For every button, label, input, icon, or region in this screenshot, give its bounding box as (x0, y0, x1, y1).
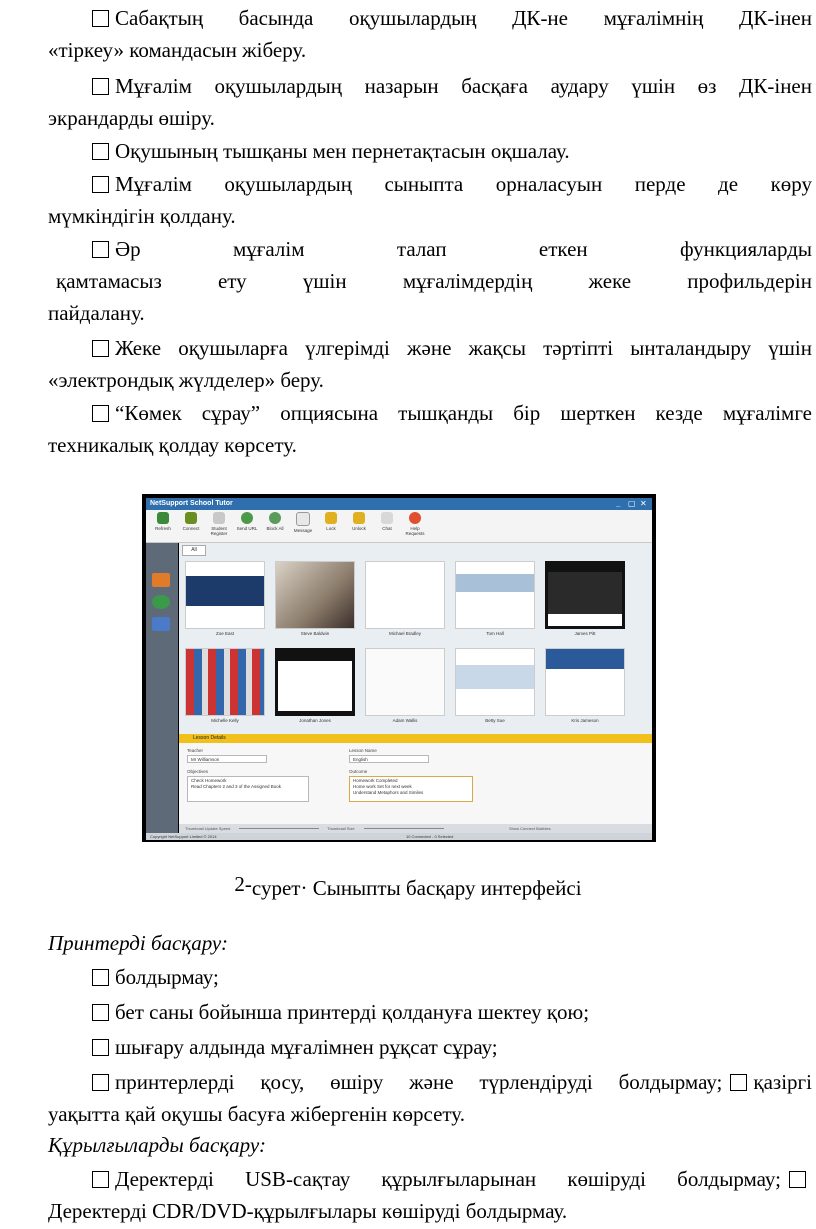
devices-heading: Құрылғыларды басқару: (48, 1133, 266, 1157)
printer-item-4-text: принтерлерді қосу, өшіру және түрлендіруді болдырмау; (115, 1070, 723, 1094)
tutor-footer (146, 833, 652, 840)
copyright-text: Copyright NetSupport Limited © 2014 (150, 834, 217, 839)
refresh-button (149, 512, 177, 531)
student-thumbnail (365, 648, 445, 726)
paragraph-2-line (48, 70, 812, 102)
checkbox-bullet-icon (92, 1004, 109, 1021)
printer-item-1-text: болдырмау; (115, 965, 219, 989)
paragraph-2 (48, 70, 812, 134)
paragraph-1-cont: «тіркеу» командасын жіберу. (48, 38, 307, 62)
paragraph-4-line (48, 168, 812, 200)
connect-label: Connect (182, 526, 200, 531)
refresh-icon (157, 512, 169, 524)
chat-button (373, 512, 401, 531)
window-title: NetSupport School Tutor (150, 500, 233, 507)
student-register-button (205, 512, 233, 536)
paragraph-4-cont: мүмкіндігін қолдану. (48, 204, 236, 228)
printer-item-3-text: шығару алдында мұғалімнен рұқсат сұрау; (115, 1035, 498, 1059)
classroom-icon (152, 573, 170, 587)
paragraph-2-cont: экрандарды өшіру. (48, 106, 215, 130)
device-item-1-line (48, 1163, 812, 1195)
student-thumbnail (455, 648, 535, 726)
paragraph-7 (48, 397, 812, 461)
send-url-button (233, 512, 261, 531)
student-name: Betty Sue (485, 718, 505, 723)
connect-button (177, 512, 205, 531)
checkbox-bullet-icon (92, 10, 109, 27)
student-thumbnail-grid (179, 543, 652, 734)
paragraph-5-text: Әр мұғалім талап еткен функцияларды (115, 237, 812, 261)
thumbnail-screen (275, 561, 355, 629)
thumbnail-screen (545, 561, 625, 629)
thumbnail-speed-label: Thumbnail Update Speed (185, 826, 231, 831)
paragraph-2-text: Мұғалім оқушылардың назарын басқаға аудару үшін өз ДК-інен (115, 74, 812, 98)
printer-item-3 (48, 1031, 812, 1063)
student-thumbnail (185, 648, 265, 726)
checkbox-bullet-icon (92, 405, 109, 422)
paragraph-1 (48, 2, 812, 66)
lifebuoy-icon (409, 512, 421, 524)
close-icon: ✕ (640, 499, 647, 508)
speed-slider (239, 828, 319, 829)
paragraph-5-mid: қамтамасыз ету үшін мұғалімдердің жеке профильдерін (56, 269, 812, 293)
size-slider (364, 828, 444, 829)
message-icon (296, 512, 310, 526)
objectives-label: Objectives (187, 769, 209, 774)
checkbox-bullet-icon (92, 176, 109, 193)
printer-item-3-line (48, 1031, 812, 1063)
checkbox-bullet-icon (92, 143, 109, 160)
teacher-field: Mr Williamson (187, 755, 267, 763)
thumbnail-screen (365, 561, 445, 629)
device-item-2-text: Деректерді CDR/DVD-құрылғылары көшіруді болдырмау. (48, 1199, 568, 1223)
device-item-1 (48, 1163, 812, 1227)
send-url-label: Send URL (236, 526, 258, 531)
paragraph-3 (48, 135, 812, 167)
web-icon (152, 595, 170, 609)
student-thumbnail (455, 561, 535, 639)
connection-count: 10 Connected - 0 Selected (406, 834, 454, 839)
globe-icon (241, 512, 253, 524)
printer-item-4 (48, 1066, 812, 1130)
paragraph-6-cont: «электрондық жүлделер» беру. (48, 368, 324, 392)
thumbnail-screen (365, 648, 445, 716)
unlock-icon (353, 512, 365, 524)
student-register-label: Student Register (210, 526, 228, 536)
paragraph-1-line (48, 2, 812, 34)
lock-label: Lock (326, 526, 336, 531)
block-all-label: Block All (266, 526, 284, 531)
lesson-name-field: English (349, 755, 429, 763)
outcome-field: Homework Completed Home work Set for next week Understand Metaphors and Similes (349, 776, 473, 802)
block-globe-icon (269, 512, 281, 524)
caption-number: 2- (234, 872, 252, 896)
student-thumbnail (365, 561, 445, 639)
student-name: Steve Baldwin (300, 631, 330, 636)
checkbox-bullet-icon (92, 1039, 109, 1056)
help-requests-label: Help Requests (405, 526, 425, 536)
paragraph-3-text: Оқушының тышқаны мен пернетақтасын оқшалау. (115, 139, 570, 163)
paragraph-4 (48, 168, 812, 232)
tab-all: All (182, 545, 206, 556)
thumbnail-settings-bar (179, 824, 652, 833)
outcome-label: Outcome (349, 769, 368, 774)
printer-item-2-text: бет саны бойынша принтерді қолдануға шектеу қою; (115, 1000, 590, 1024)
checkbox-bullet-icon (92, 78, 109, 95)
thumbnail-screen (455, 561, 535, 629)
checkbox-bullet-icon (92, 1171, 109, 1188)
student-thumbnail (545, 561, 625, 639)
tutor-sidebar (146, 543, 178, 833)
printer-item-2 (48, 996, 812, 1028)
checkbox-bullet-icon (92, 241, 109, 258)
paragraph-6-text: Жеке оқушыларға үлгерімді және жақсы тәртіпті ынталандыру үшін (115, 336, 812, 360)
printer-item-5-cont: уақытта қай оқушы басуға жібергенін көрсету. (48, 1102, 465, 1126)
paragraph-7-line (48, 397, 812, 429)
block-all-button (261, 512, 289, 531)
apps-icon (152, 617, 170, 631)
paragraph-6-line (48, 332, 812, 364)
unlock-label: Unlock (352, 526, 366, 531)
student-name: Adam Wallis (392, 718, 418, 723)
figure-screenshot (142, 494, 656, 842)
tutor-toolbar (146, 510, 652, 543)
student-thumbnail (275, 648, 355, 726)
printers-heading: Принтерді басқару: (48, 931, 228, 955)
caption-text: сурет· Сыныпты басқару интерфейсі (251, 876, 582, 900)
help-requests-button (401, 512, 429, 536)
checkbox-bullet-icon (730, 1074, 747, 1091)
lock-button (317, 512, 345, 531)
refresh-label: Refresh (155, 526, 171, 531)
student-name: Tom Hall (486, 631, 504, 636)
paragraph-7-text: “Көмек сұрау” опциясына тышқанды бір шерткен кезде мұғалімге (115, 401, 812, 425)
thumbnail-screen (545, 648, 625, 716)
paragraph-4-text: Мұғалім оқушылардың сыныпта орналасуын перде де көру (115, 172, 812, 196)
window-titlebar (146, 498, 652, 510)
lesson-details-panel (179, 734, 652, 824)
student-name: James Pitt (574, 631, 596, 636)
thumbnail-size-label: Thumbnail Size (327, 826, 355, 831)
checkbox-bullet-icon (92, 969, 109, 986)
checkbox-bullet-icon (92, 340, 109, 357)
figure-caption (0, 872, 816, 901)
student-name: Michael Bradley (388, 631, 421, 636)
paragraph-5-cont: пайдалану. (48, 301, 145, 325)
minimize-icon: _ (616, 499, 621, 508)
chat-label: Chat (382, 526, 392, 531)
thumbnail-screen (185, 648, 265, 716)
paragraph-1-text: Сабақтың басында оқушылардың ДК-не мұғалімнің ДК-інен (115, 6, 812, 30)
student-name: Zoe East (215, 631, 234, 636)
connect-bubbles-label: Show Connect Bubbles (509, 826, 551, 831)
paragraph-5-line (48, 233, 812, 265)
checkbox-bullet-icon (92, 1074, 109, 1091)
paragraph-7-cont: техникалық қолдау көрсету. (48, 433, 297, 457)
lock-icon (325, 512, 337, 524)
student-name: Michelle Kelly (211, 718, 239, 723)
printer-item-5-text: қазіргі (753, 1070, 812, 1094)
chat-icon (381, 512, 393, 524)
unlock-button (345, 512, 373, 531)
printer-item-1 (48, 961, 812, 993)
message-label: Message (293, 528, 313, 533)
printer-item-2-line (48, 996, 812, 1028)
lesson-details-header: Lesson Details (179, 734, 652, 743)
teacher-label: Teacher (187, 748, 204, 753)
thumbnail-screen (185, 561, 265, 629)
device-item-1-text: Деректерді USB-сақтау құрылғыларынан көшіруді болдырмау; (115, 1167, 781, 1191)
student-name: Kris Jameson (571, 718, 599, 723)
connect-icon (185, 512, 197, 524)
objectives-field: Check Homework Read Chapters 2 and 3 of the Assigned Book (187, 776, 309, 802)
student-thumbnail (545, 648, 625, 726)
paragraph-6 (48, 332, 812, 396)
student-name: Jonathan Jones (299, 718, 331, 723)
student-thumbnail (275, 561, 355, 639)
message-button (289, 512, 317, 533)
printer-item-1-line (48, 961, 812, 993)
student-thumbnail (185, 561, 265, 639)
paragraph-3-line (48, 135, 812, 167)
paragraph-5 (48, 233, 812, 329)
checkbox-bullet-icon (789, 1171, 806, 1188)
register-icon (213, 512, 225, 524)
lesson-name-label: Lesson Name (349, 748, 377, 753)
thumbnail-screen (455, 648, 535, 716)
printer-item-4-line (48, 1066, 812, 1098)
maximize-icon: ▢ (628, 499, 636, 508)
thumbnail-screen (275, 648, 355, 716)
